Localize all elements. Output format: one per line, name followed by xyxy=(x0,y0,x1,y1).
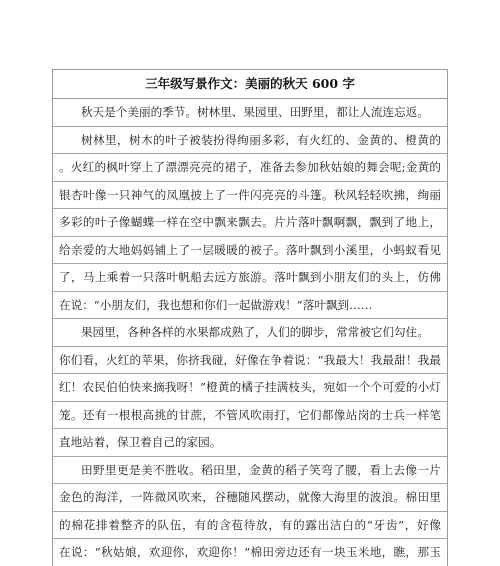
essay-line: 的棉花排着整齐的队伍，有的含苞待放，有的露出洁白的“牙齿”，好像 xyxy=(53,512,447,540)
essay-line: 金色的海洋，一阵微风吹来，谷穗随风摆动，就像大海里的波浪。棉田里 xyxy=(53,484,447,512)
essay-line: 果园里，各种各样的水果都成熟了，人们的脚步，常常被它们勾住。 xyxy=(53,319,447,347)
essay-title: 三年级写景作文：美丽的秋天 600 字 xyxy=(53,70,447,99)
essay-line: 你们看，火红的苹果，你挤我碰，好像在争着说：“我最大！我最甜！我最 xyxy=(53,347,447,375)
essay-line: 在说：“小朋友们，我也想和你们一起做游戏！”落叶飘到…… xyxy=(53,292,447,320)
essay-line: 给亲爱的大地妈妈铺上了一层暖暖的被子。落叶飘到小溪里，小蚂蚁看见 xyxy=(53,237,447,265)
essay-line: 多彩的叶子像蝴蝶一样在空中飘来飘去。片片落叶飘啊飘，飘到了地上， xyxy=(53,209,447,237)
essay-line: 笼。还有一根根高挑的甘蔗，不管风吹雨打，它们都像站岗的士兵一样笔 xyxy=(53,402,447,430)
essay-line: 田野里更是美不胜收。稻田里，金黄的稻子笑弯了腰，看上去像一片 xyxy=(53,457,447,485)
essay-line: 在说：“秋姑娘，欢迎你，欢迎你！”棉田旁边还有一块玉米地，瞧，那玉 xyxy=(53,539,447,566)
essay-line: 直地站着，保卫着自己的家园。 xyxy=(53,429,447,457)
essay-line: 红！农民伯伯快来摘我呀！”橙黄的橘子挂满枝头，宛如一个个可爱的小灯 xyxy=(53,374,447,402)
essay-sheet xyxy=(52,69,448,566)
essay-line: 银杏叶像一只神气的凤凰披上了一件闪亮亮的斗篷。秋风轻轻吹拂，绚丽 xyxy=(53,182,447,210)
essay-line: 树林里，树木的叶子被装扮得绚丽多彩，有火红的、金黄的、橙黄的 xyxy=(53,127,447,155)
essay-line: 。火红的枫叶穿上了漂漂亮亮的裙子，准备去参加秋姑娘的舞会呢;金黄的 xyxy=(53,154,447,182)
essay-line: 了，马上乘着一只落叶帆船去远方旅游。落叶飘到小朋友们的头上，仿佛 xyxy=(53,264,447,292)
essay-line: 秋天是个美丽的季节。树林里、果园里、田野里，都让人流连忘返。 xyxy=(53,99,447,127)
